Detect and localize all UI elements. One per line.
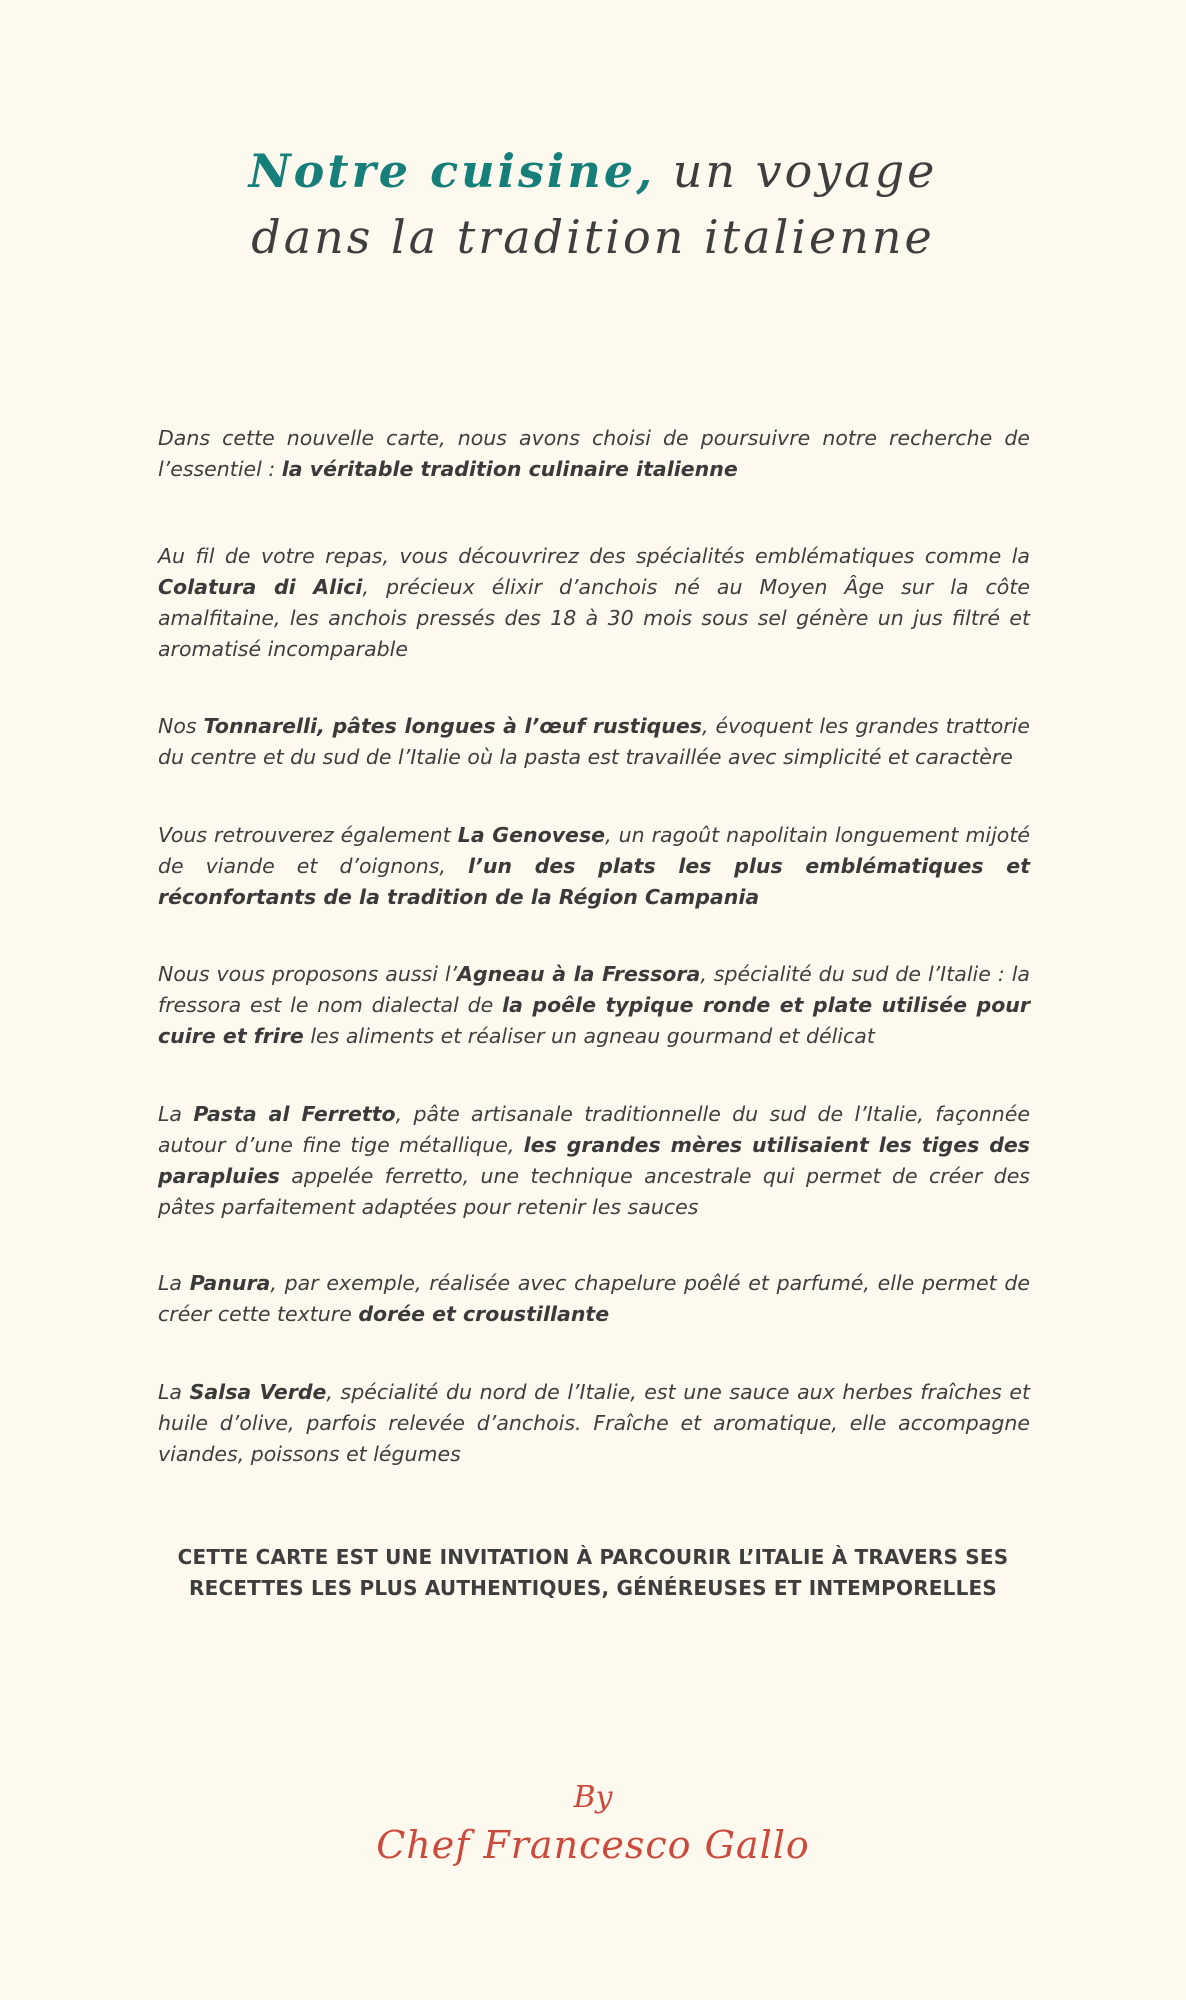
invitation-line-2: RECETTES LES PLUS AUTHENTIQUES, GÉNÉREUSES ET INTEMPORELLES xyxy=(188,1576,998,1600)
ferretto-paragraph xyxy=(158,1099,1030,1223)
title-rest: un voyage xyxy=(655,144,938,198)
text-segment: Nos xyxy=(158,714,204,738)
bold-segment: Pasta al Ferretto xyxy=(193,1102,396,1126)
panura-paragraph xyxy=(158,1268,1030,1330)
bold-segment: Salsa Verde xyxy=(189,1380,327,1404)
text-segment: , évoquent les grandes trattorie du centre et du sud de l’Italie où la pasta est travaillée avec simplicité et caractère xyxy=(158,714,1030,769)
genovese-paragraph xyxy=(158,820,1030,913)
salsa-verde-paragraph xyxy=(158,1377,1030,1470)
text-segment: Vous retrouverez également xyxy=(158,823,458,847)
text-segment: , pâte artisanale traditionnelle du sud de l’Italie, façonnée autour d’une fine tige métallique, xyxy=(158,1102,1031,1157)
text-segment: Au fil de votre repas, vous découvrirez des spécialités emblématiques comme la xyxy=(158,544,1030,568)
agneau-paragraph xyxy=(158,959,1030,1052)
bold-segment: La Genovese xyxy=(457,823,606,847)
title-line-2: dans la tradition italienne xyxy=(251,210,935,264)
bold-segment: la poêle typique ronde et plate utilisée pour cuire et frire xyxy=(158,993,1030,1048)
bold-segment: la véritable tradition culinaire italienne xyxy=(281,457,738,481)
bold-segment: l’un des plats les plus emblématiques et réconfortants de la tradition de la Région Campania xyxy=(158,854,1030,909)
text-segment: La xyxy=(158,1380,190,1404)
text-segment: les aliments et réaliser un agneau gourmand et délicat xyxy=(303,1024,875,1048)
text-segment: Dans cette nouvelle carte, nous avons choisi de poursuivre notre recherche de l’essentiel : xyxy=(158,426,1030,481)
page-title xyxy=(0,138,1186,270)
bold-segment: les grandes mères utilisaient les tiges des parapluies xyxy=(158,1133,1031,1188)
text-segment: , spécialité du sud de l’Italie : la fressora est le nom dialectal de xyxy=(158,962,1030,1017)
intro-paragraph xyxy=(158,423,1030,485)
invitation-statement xyxy=(150,1542,1036,1604)
signature-by: By xyxy=(573,1780,613,1815)
bold-segment: Tonnarelli, pâtes longues à l’œuf rustiques xyxy=(203,714,702,738)
bold-segment: Panura xyxy=(189,1271,271,1295)
bold-segment: Agneau à la Fressora xyxy=(457,962,701,986)
text-segment: Nous vous proposons aussi l’ xyxy=(158,962,458,986)
bold-segment: dorée et croustillante xyxy=(358,1302,610,1326)
title-accent: Notre cuisine, xyxy=(248,144,656,198)
colatura-paragraph xyxy=(158,541,1030,665)
text-segment: , par exemple, réalisée avec chapelure poêlé et parfumé, elle permet de créer cette texture xyxy=(158,1271,1030,1326)
tonnarelli-paragraph xyxy=(158,711,1030,773)
text-segment: , précieux élixir d’anchois né au Moyen Âge sur la côte amalfitaine, les anchois pressés des 18 à 30 mois sous sel génère un jus filtré et aromatisé incomparable xyxy=(158,575,1030,661)
text-segment: La xyxy=(158,1102,194,1126)
text-segment: , un ragoût napolitain longuement mijoté de viande et d’oignons, xyxy=(158,823,1030,878)
text-segment: appelée ferretto, une technique ancestrale qui permet de créer des pâtes parfaitement adaptées pour retenir les sauces xyxy=(158,1164,1030,1219)
text-segment: , spécialité du nord de l’Italie, est une sauce aux herbes fraîches et huile d’olive, parfois relevée d’anchois. Fraîche et aromatique, elle accompagne viandes, poissons et légumes xyxy=(158,1380,1031,1466)
signature-chef-name: Chef Francesco Gallo xyxy=(376,1823,810,1867)
title-line-1 xyxy=(0,138,1186,204)
text-segment: La xyxy=(158,1271,190,1295)
invitation-line-1: CETTE CARTE EST UNE INVITATION À PARCOURIR L’ITALIE À TRAVERS SES xyxy=(177,1545,1009,1569)
bold-segment: Colatura di Alici xyxy=(158,575,363,599)
chef-signature xyxy=(0,1778,1186,1872)
